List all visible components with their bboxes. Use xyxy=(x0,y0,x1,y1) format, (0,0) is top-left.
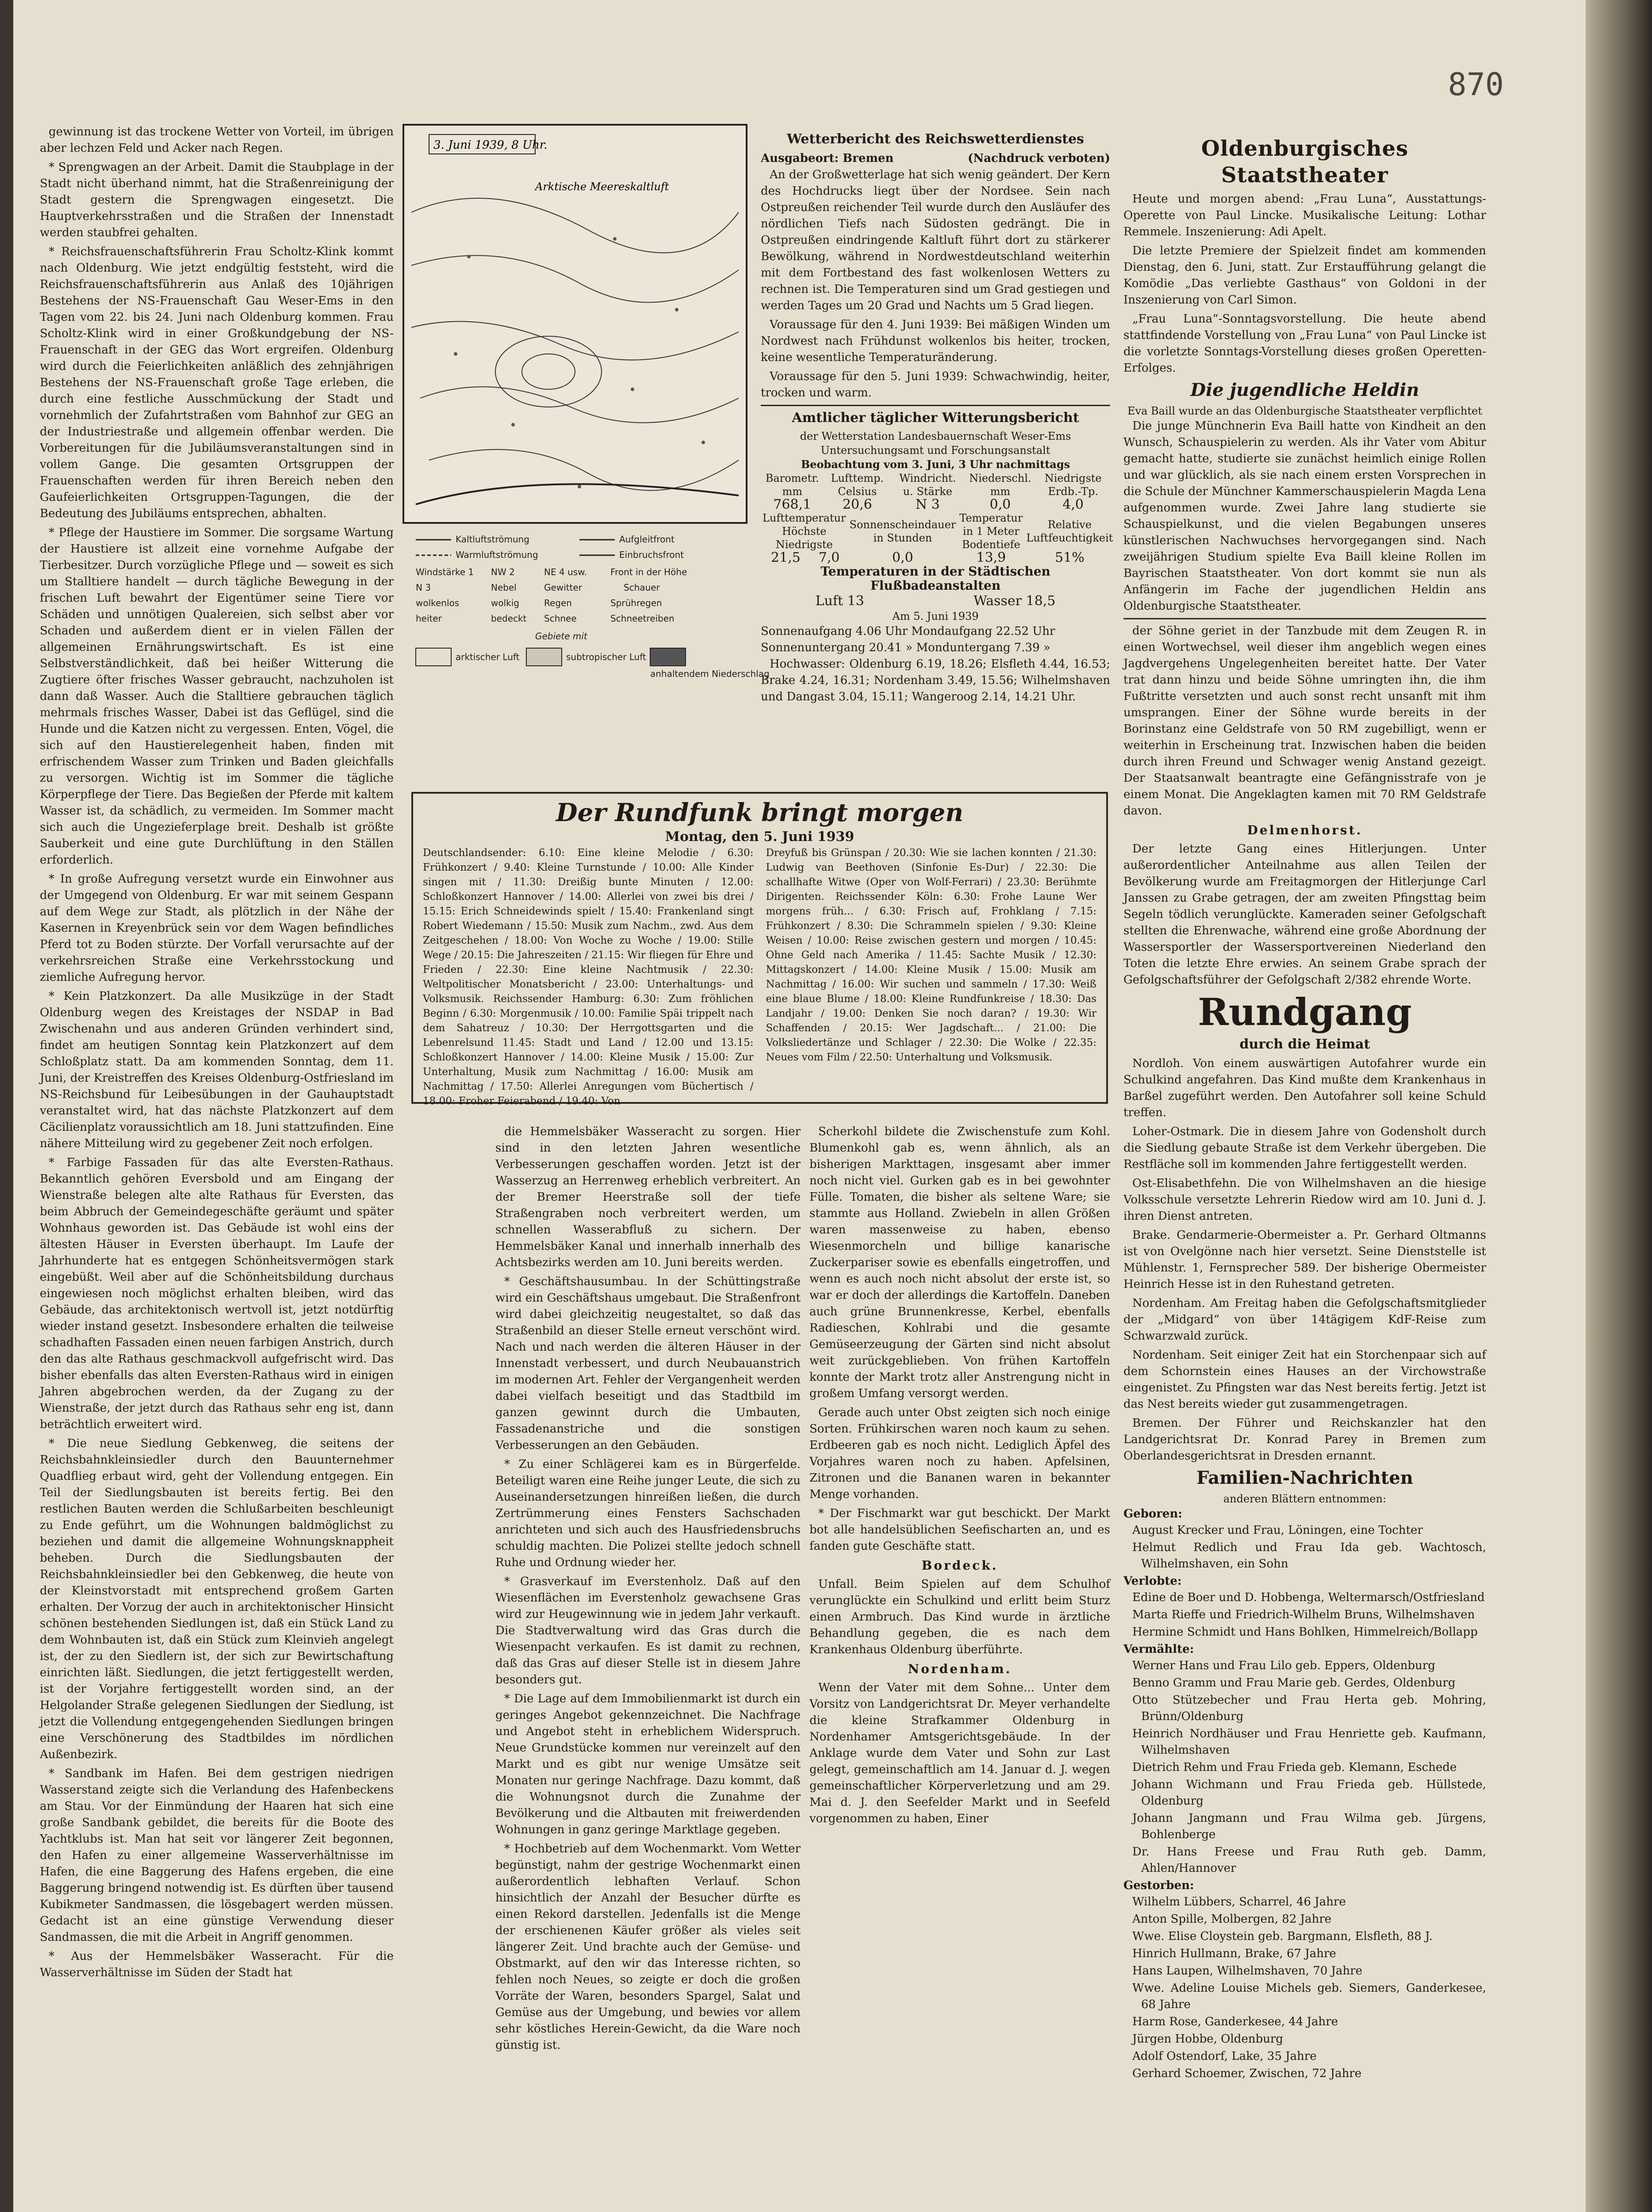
col3-para: Wenn der Vater mit dem Sohne... Unter dem Vorsitz von Landgerichtsrat Dr. Meyer verhandelte die kleine Strafkammer Oldenburg in Nordenhamer Amtsgerichtsgebäude. In der Anklage wurde dem Vater und Sohn zur Last gelegt, gemeinschaftlich am 14. Januar d. J. wegen gemeinschaftlicher Körperverletzung und am 29. Mai d. J. den Seefelder Markt und in Seefeld vorgenommen zu haben, Einer xyxy=(809,1681,1110,1825)
rundgang-item: Loher-Ostmark. Die in diesem Jahre von Godensholt durch die Siedlung gebaute Straße ist dem Verkehr übergeben. Die Restfläche soll im kommenden Jahre fertiggestellt werden. xyxy=(1123,1125,1486,1171)
family-entry: Harm Rose, Ganderkesee, 44 Jahre xyxy=(1132,2015,1338,2028)
map-legend xyxy=(416,534,770,679)
sun-times: Sonnenaufgang 4.06 Uhr Mondaufgang 22.52 Uhr xyxy=(761,625,1055,638)
radio-col-left xyxy=(423,846,754,1109)
delmenhorst-text: Der letzte Gang eines Hitlerjungen. Unter außerordentlicher Anteilnahme aus allen Teilen der Bevölkerung wurde am Freitagmorgen der Hitlerjunge Carl Janssen zu Grabe getragen, der am zweiten Pfingsttag beim Segeln tödlich verunglückte. Kameraden seiner Gefolgschaft stellten die Ehrenwache, während eine große Abordnung der Wassersportler der Wassersportvereinen Niederland den Toten die letzte Ehre erwies. An seinem Grabe sprach der Gefolgschaftsführer der Gefolgschaft 2/382 ehrende Worte. xyxy=(1123,842,1486,987)
legend-label: Aufgleitfront xyxy=(619,534,675,545)
map-arctic-label: Arktische Meereskaltluft xyxy=(535,180,669,193)
family-entry: August Krecker und Frau, Löningen, eine Tochter xyxy=(1132,1524,1423,1537)
family-section-label: Gestorben: xyxy=(1123,1879,1194,1892)
family-entry: Anton Spille, Molbergen, 82 Jahre xyxy=(1132,1912,1332,1926)
newspaper-page xyxy=(13,0,1599,2212)
table-header: Barometr. mm xyxy=(765,472,819,498)
family-section-label: Vermählte: xyxy=(1123,1643,1194,1656)
legend-label: Nebel xyxy=(491,582,517,593)
table-header: Lufttemp. Celsius xyxy=(831,472,884,498)
family-entry: Marta Rieffe und Friedrich-Wilhelm Bruns, Wilhelmshaven xyxy=(1132,1608,1475,1621)
column-4 xyxy=(1123,133,1486,2212)
column-3 xyxy=(809,1124,1110,2212)
river-air: Luft 13 xyxy=(815,593,864,609)
theater-para: Die letzte Premiere der Spielzeit findet am kommenden Dienstag, den 6. Juni, statt. Zur Erstaufführung gelangt die Komödie „Das verliebte Gasthaus“ von Goldoni in der Inszenierung von Carl Simon. xyxy=(1123,244,1486,307)
weather-report-title: Wetterbericht des Reichswetterdienstes xyxy=(787,131,1084,147)
rundgang-subtitle: durch die Heimat xyxy=(1239,1037,1370,1052)
col1-para: * Aus der Hemmelsbäker Wasseracht. Für die Wasserverhältnisse im Süden der Stadt hat xyxy=(40,1950,394,1979)
family-entry: Edine de Boer und D. Hobbenga, Weltermarsch/Ostfriesland xyxy=(1132,1591,1485,1604)
column-2 xyxy=(495,1124,801,2212)
page-number: 870 xyxy=(1448,66,1504,103)
legend-label: N 3 xyxy=(416,582,431,593)
family-entry: Wwe. Elise Cloystein geb. Bargmann, Elsfleth, 88 J. xyxy=(1132,1930,1433,1943)
rundgang-item: Ost-Elisabethfehn. Die von Wilhelmshaven an die hiesige Volksschule versetzte Lehrerin Riedow wird am 10. Juni d. J. ihren Dienst antreten. xyxy=(1123,1177,1486,1223)
radio-text: Reichssender Hamburg: 6.30: Zum fröhlichen Beginn / 6.30: Morgenmusik / 10.00: Familie Späi trippelt nach dem Sahatreuz / 10.30: Der Herrgottsgarten und die Lebenrelsund 11.45: Stadt und Land / 12.00 und 13.15: Schloßkonzert Hannover / 14.00: Kleine Musik / 15.00: Zur Unterhaltung, Musik zum Nachmittag / 16.00: Musik am Nachmittag / 17.50: Allerlei Anregungen vom Büchertisch / 18.00: Froher Feierabend / 19.40: Von xyxy=(423,993,754,1107)
legend-label: Regen xyxy=(544,598,572,608)
weather-forecast: Voraussage für den 5. Juni 1939: Schwachwindig, heiter, trocken und warm. xyxy=(761,370,1110,399)
weather-issuer: Ausgabeort: Bremen xyxy=(761,152,894,165)
heroine-body: Die junge Münchnerin Eva Baill hatte von Kindheit an den Wunsch, Schauspielerin zu werden. Als ihr Vater vom Abitur gemacht hatte, studierte sie zunächst heimlich einige Rollen und war glücklich, als sie nach einem ersten Vorsprechen in die Schule der Münchner Kammerschauspielerin Magda Lena aufgenommen wurde. Zwei Jahre lang studierte sie Schauspielkunst, und die vielen Begabungen unseres künstlerischen Nachwuchses hervorgegangen sind. Nach zweijährigen Studium spielte Eva Baill kleine Rollen im Bayrischen Staatstheater. Von dort kommt sie nun als Anfängerin im Fache der jugendlichen Heldin ans Oldenburgische Staatstheater. xyxy=(1123,419,1486,613)
weather-map xyxy=(402,124,770,787)
col1-para: * Reichsfrauenschaftsführerin Frau Scholtz-Klink kommt nach Oldenburg. Wie jetzt endgültig feststeht, wird die Reichsfrauenschaftsführerin aus Anlaß des 10jährigen Bestehens der NS-Frauenschaft Gau Weser-Ems in den Tagen vom 22. bis 24. Juni nach Oldenburg kommen. Frau Scholtz-Klink wird in einer Großkundgebung der NS-Frauenschaft in der GEG das Wort ergreifen. Oldenburg wird durch die Feierlichkeiten anläßlich des zehnjährigen Bestehens der NS-Frauenschaft große Tage erleben, die durch eine festliche Ausschmückung der Stadt und vornehmlich der Zufahrtstraßen vom Bahnhof zur GEG an der Industriestraße und allgemein offenbar werden. Die Vorbereitungen für die Jubiläumsveranstaltungen sind in vollem Gange. Die gesamten Ortsgruppen der Frauenschaften werden für ihren Bereich neben den Gaufeierlichkeiten Ortsgruppen-Tagungen, die der Bedeutung des Jubiläums entsprechen, abhalten. xyxy=(40,245,394,520)
table-cell: 4,0 xyxy=(1062,497,1084,512)
col3-para: Scherkohl bildete die Zwischenstufe zum Kohl. Blumenkohl gab es, wenn ähnlich, als an bisherigen Markttagen, insgesamt aber immer noch nicht viel. Gurken gab es in bei gewohnter Fülle. Tomaten, die bisher als seltene Ware; sie stammte aus Holland. Zwiebeln in allen Größen waren massenweise zu haben, ebenso Wiesenmorcheln und billige kanarische Zuckerpariser sowie es ebenfalls eingetroffen, und wenn es auch noch nicht absolut der erste ist, so war er doch der allerdings die Kartoffeln. Daneben auch grüne Brunnenkresse, Kerbel, ebenfalls Radieschen, Kohlrabi und die gesamte Gemüseerzeugung der Gärten sind nicht absolut weit zurückgeblieben. Von frühen Kartoffeln konnte der Markt trotz aller Anstrengung nicht in großem Umfang versorgt werden. xyxy=(809,1125,1110,1400)
legend-label: Sprühregen xyxy=(610,598,662,608)
col1-para: * Kein Platzkonzert. Da alle Musikzüge in der Stadt Oldenburg wegen des Kreistages der NSDAP in Bad Zwischenahn und aus anderen Gründen verhindert sind, findet am heutigen Sonntag kein Platzkonzert auf dem Schloßplatz statt. Da am kommenden Sonntag, dem 11. Juni, der Kreistreffen des Kreises Oldenburg-Ostfriesland im NS-Reichsbund für Leibesübungen in der Gauhauptstadt veranstaltet wird, hat das nächste Platzkonzert auf dem Cäcilienplatz voraussichtlich am 18. Juni stattzufinden. Eine nähere Mitteilung wird zu gegebener Zeit noch erfolgen. xyxy=(40,990,394,1150)
legend-label: NW 2 xyxy=(491,567,515,577)
family-entry: Gerhard Schoemer, Zwischen, 72 Jahre xyxy=(1132,2067,1362,2080)
radio-program xyxy=(411,792,1108,1107)
legend-label: wolkig xyxy=(491,598,519,608)
family-entry: Werner Hans und Frau Lilo geb. Eppers, Oldenburg xyxy=(1132,1659,1435,1672)
table-cell: 0,0 xyxy=(989,497,1011,512)
river-title: Temperaturen in der Städtischen Flußbadeanstalten xyxy=(820,564,1050,593)
place-heading: Nordenham. xyxy=(908,1662,1012,1676)
radio-title: Der Rundfunk bringt morgen xyxy=(556,798,963,827)
col2-para: * Geschäftshausumbau. In der Schüttingstraße wird ein Geschäftshaus umgebaut. Die Straßenfront wird dabei gleichzeitig neugestaltet, so daß das Straßenbild an dieser Stelle erneut verschönt wird. Nach und nach werden die älteren Häuser in der Innenstadt verbessert, und durch Neubauanstrich im modernen Art. Fehler der Vergangenheit werden dabei vielfach beseitigt und das Stadtbild im ganzen gewinnt durch die Umbauten, Fassadenanstriche und die sonstigen Verbesserungen an den Gebäuden. xyxy=(495,1275,801,1452)
legend-label: Kaltluftströmung xyxy=(456,534,529,545)
rundgang-item: Brake. Gendarmerie-Obermeister a. Pr. Gerhard Oltmanns ist von Ovelgönne nach hier versetzt. Seine Dienststelle ist Mühlenstr. 1, Fernsprecher 589. Der bisherige Obermeister Heinrich Hesse ist in den Ruhestand getreten. xyxy=(1123,1229,1486,1291)
theater-para: „Frau Luna“-Sonntagsvorstellung. Die heute abend stattfindende Vorstellung von „Frau Luna“ von Paul Lincke ist die vorletzte Sonntags-Vorstellung dieses großen Operetten-Erfolges. xyxy=(1123,312,1486,375)
family-entry: Hermine Schmidt und Hans Bohlken, Himmelreich/Bollapp xyxy=(1132,1625,1478,1639)
divider xyxy=(1123,618,1486,619)
legend-label: NE 4 usw. xyxy=(544,567,587,577)
legend-label: heiter xyxy=(416,613,442,624)
radio-date: Montag, den 5. Juni 1939 xyxy=(665,829,855,845)
table-header: Sonnenscheindauer in Stunden xyxy=(849,518,956,544)
family-entry: Hinrich Hullmann, Brake, 67 Jahre xyxy=(1132,1947,1336,1960)
observation: Beobachtung vom 3. Juni, 3 Uhr nachmittags xyxy=(801,458,1070,471)
weather-note: (Nachdruck verboten) xyxy=(968,152,1110,165)
col1-para: * Farbige Fassaden für das alte Eversten-Rathaus. Bekanntlich gehören Eversbold und am Eingang der Wienstraße belegen alte alte Rathaus für Eversten, das beim Abbruch der Gemeindegeschäfte geräumt und später Wohnhaus geworden ist. Das Gebäude ist wohl eins der ältesten Häuser in Eversten überhaupt. Im Laufe der Jahrhunderte hat es entgegen Schönheitsvermögen stark eingebüßt. Weil aber auf die Schönheitsbildung durchaus eingewiesen noch möglichst erhalten bleiben, wird das Gebäude, das architektonisch wertvoll ist, jetzt notdürftig wieder instand gesetzt. Insbesondere erhalten die teilweise schadhaften Fassaden einen neuen farbigen Anstrich, durch den das alte Rathaus geschmackvoll aufgefrischt wird. Das bisher ebenfalls das alten Eversten-Rathaus wird in einigen Jahren abgebrochen werden, da der Zugang zu der Wienstraße, der jetzt durch das Rathaus sehr eng ist, dann beträchtlich erweitert wird. xyxy=(40,1156,394,1431)
sun-times: Sonnenuntergang 20.41 » Monduntergang 7.39 » xyxy=(761,641,1050,654)
legend-label: Schneetreiben xyxy=(610,613,675,624)
table-header: Temperatur in 1 Meter Bodentiefe xyxy=(959,512,1023,551)
tides: Hochwasser: Oldenburg 6.19, 18.26; Elsfleth 4.44, 16.53; Brake 4.24, 16.31; Nordenham 3.49, 15.56; Wilhelmshaven und Dangast 3.04, 15.11; Wangeroog 2.14, 14.21 Uhr. xyxy=(761,657,1110,703)
table-header: Relative Luftfeuchtigkeit xyxy=(1026,518,1113,544)
map-date-label: 3. Juni 1939, 8 Uhr. xyxy=(433,138,548,152)
legend-label: Schauer xyxy=(624,582,660,593)
legend-area: subtropischer Luft xyxy=(566,652,646,662)
story-continued: der Söhne geriet in der Tanzbude mit dem Zeugen R. in einen Wortwechsel, weil dieser ihm angeblich wegen eines Jagdvergehens Ungelegenheiten bereitet hatte. Der Vater trat dann hinzu und beide Söhne umringten ihn, die ihm Fußtritte versetzten und auch sonst recht unsanft mit ihm umsprangen. Einer der Söhne wurde bereits in der Borinstanz eine Geldstrafe von 50 RM zugebilligt, wenn er weiterhin in Erscheinung trat. Inzwischen haben die beiden durch ihren Freund und Schwager wenig Anstand gezeigt. Der Staatsanwalt beantragte eine Gefängnisstrafe von je einem Monat. Die Angeklagten kamen mit 70 RM Geldstrafe davon. xyxy=(1123,624,1486,818)
col3-para: Unfall. Beim Spielen auf dem Schulhof verunglückte ein Schulkind und erlitt beim Sturz einen Armbruch. Das Kind wurde in ärztliche Behandlung gegeben, die es nach dem Krankenhaus Oldenburg überführte. xyxy=(809,1578,1110,1656)
col2-para: * Hochbetrieb auf dem Wochenmarkt. Vom Wetter begünstigt, nahm der gestrige Wochenmarkt einen außerordentlich lebhaften Verlauf. Schon hinsichtlich der Anzahl der Besucher dürfte es einen Rekord darstellen. Jedenfalls ist die Menge der erschienenen Käufer größer als vieles seit längerer Zeit. Und brachte auch der Gemüse- und Obstmarkt, auf den wir das Interesse richten, so fehlen noch Neues, so zeigte er doch die großen Vorräte der Waren, besonders Spargel, Salat und Gemüse aus der Umgebung, und bewies vor allem sehr köstliches Herein-Gewicht, da die Ware noch günstig ist. xyxy=(495,1842,801,2052)
place-heading: Delmenhorst. xyxy=(1247,823,1363,837)
family-entry: Johann Wichmann und Frau Frieda geb. Hüllstede, Oldenburg xyxy=(1132,1778,1486,1808)
legend-label: Einbruchsfront xyxy=(619,549,684,560)
col2-para: * Die Lage auf dem Immobilienmarkt ist durch ein geringes Angebot gekennzeichnet. Die Nachfrage und Angebot steht in erheblichem Widerspruch. Neue Grundstücke kommen nur vereinzelt auf den Markt und es gibt nur wenige Umsätze seit Monaten nur geringe Nachfrage. Dazu kommt, daß die Wohnungsnot durch die Zunahme der Bevölkerung und die Altbauten mit freiwerdenden Wohnungen in ganz geringe Marktlage gegeben. xyxy=(495,1692,801,1836)
table-header: Niedrigste Erdb.-Tp. xyxy=(1044,472,1102,498)
rundgang-item: Nordenham. Am Freitag haben die Gefolgschaftsmitglieder der „Midgard“ von über 14tägigem KdF-Reise zum Schwarzwald zurück. xyxy=(1123,1297,1486,1343)
weather-table-2 xyxy=(761,511,1115,565)
official-report-subtitle: der Wetterstation Landesbauernschaft Weser-Ems Untersuchungsamt und Forschungsanstalt xyxy=(800,430,1071,457)
col2-para: * Zu einer Schlägerei kam es in Bürgerfelde. Beteiligt waren eine Reihe junger Leute, die sich zu Auseinandersetzungen hinreißen ließen, die durch Zertrümmerung eines Fensters Sachschaden anrichteten und sich auch des Hausfriedensbruchs schuldig machten. Die Polizei stellte jedoch schnell Ruhe und Ordnung wieder her. xyxy=(495,1458,801,1569)
rundgang-item: Nordenham. Seit einiger Zeit hat ein Storchenpaar sich auf dem Schornstein eines Hauses an der Virchowstraße eingenistet. Zu Pfingsten war das Nest bereits fertig. Jetzt ist das Nest bereits wieder gut zusammengetragen. xyxy=(1123,1348,1486,1411)
table-header: Niederschl. mm xyxy=(969,472,1031,498)
legend-label: wolkenlos xyxy=(416,598,460,608)
col1-para: * Sprengwagen an der Arbeit. Damit die Staubplage in der Stadt nicht überhand nimmt, hat die Straßenreinigung der Stadt gestern die Sprengwagen eingesetzt. Die Hauptverkehrsstraßen und die Straßen der Innenstadt werden staubfrei gehalten. xyxy=(40,161,394,239)
col1-para: * Pflege der Haustiere im Sommer. Die sorgsame Wartung der Haustiere ist allzeit eine vornehme Aufgabe der Tierbesitzer. Durch vorzügliche Pflege und — soweit es sich um Stalltiere handelt — durch tägliche Bewegung in der frischen Luft bewahrt der Eigentümer seine Tiere vor Schäden und unnötigen Qualereien, sich selbst aber vor Schaden und außerdem dient er in vielen Fällen der allgemeinen Ernährungswirtschaft. Es ist eine Selbstverständlichkeit, daß bei heißer Witterung die Zugtiere öfter frisches Wasser gebraucht, nachzuholen ist dann daß Wasser. Auch die Stalltiere gebrauchen täglich mehrmals frisches Wasser, Dabei ist das Geflügel, sind die Hunde und die Katzen nicht zu vergessen. Enten, Vögel, die sich auf den Haustierelegenheit haben, finden mit erfrischendem Wasser zum Trinken und Baden gleichfalls zu versorgen. Wichtig ist im Sommer die tägliche Körperpflege der Tiere. Das Begießen der Pferde mit kaltem Wasser ist, da schädlich, zu vermeiden. Im Sommer macht sich auch die Ungezieferplage breit. Deshalb ist größte Sauberkeit und eine gute Durchlüftung in den Ställen erforderlich. xyxy=(40,526,394,867)
weather-body: An der Großwetterlage hat sich wenig geändert. Der Kern des Hochdrucks liegt über der Nordsee. Sein nach Ostpreußen reichender Teil wurde durch den Ausläufer des nördlichen Tiefs nach Südosten gedrängt. Die in Ostpreußen eindringende Kaltluft führt dort zu stärkerer Bewölkung, während in Nordwestdeutschland weiterhin mit dem Fortbestand des fast wolkenlosen Wetters zu rechnen ist. Die Temperaturen sind um Grad gestiegen und werden Tages um 20 Grad und Nachts um 5 Grad liegen. xyxy=(761,168,1110,312)
rundgang-title: Rundgang xyxy=(1198,990,1412,1034)
col1-para: * In große Aufregung versetzt wurde ein Einwohner aus der Umgegend von Oldenburg. Er war mit seinem Gespann auf dem Wege zur Stadt, als plötzlich in der Nähe der Kasernen in Kreyenbrück sein vor dem Wagen befindliches Pferd tot zu Boden stürzte. Der Vorfall verursachte auf der verkehrsreichen Straße eine Verkehrsstockung und ziemliche Aufregung hervor. xyxy=(40,872,394,984)
heroine-subtitle: Eva Baill wurde an das Oldenburgische Staatstheater verpflichtet xyxy=(1127,405,1482,417)
col1-para: * Sandbank im Hafen. Bei dem gestrigen niedrigen Wasserstand zeigte sich die Verlandung des Hafenbeckens am Stau. Vor der Einmündung der Haaren hat sich eine große Sandbank gebildet, die bereits für die Boote des Yachtklubs ist. Man hat seit vor längerer Zeit begonnen, den Hafen zu einer allgemeine Wasserverhältnisse im Hafen, die eine Baggerung des Hafens ergeben, die eine Baggerung bringend notwendig ist. Es dürften über tausend Kubikmeter Sandmassen, die lösgebagert werden müssen. Gedacht ist an eine günstige Verwendung dieser Sandmassen, die mit die Arbeit in Angriff genommen. xyxy=(40,1767,394,1944)
family-section-label: Verlobte: xyxy=(1123,1575,1182,1588)
legend-label: Windstärke 1 xyxy=(416,567,474,577)
family-entry: Johann Jangmann und Frau Wilma geb. Jürgens, Bohlenberge xyxy=(1132,1812,1486,1841)
table-cell: 20,6 xyxy=(842,497,872,512)
col2-para: die Hemmelsbäker Wasseracht zu sorgen. Hier sind in den letzten Jahren wesentliche Verbesserungen geschaffen worden. Jetzt ist der Wasserzug an Herrenweg erheblich verbreitert. An der Bremer Heerstraße soll der tiefe Straßengraben noch verbreitert werden, um schnellen Wasserabfluß zu sichern. Der Hemmelsbäker Kanal und innerhalb innerhalb des Achtsbezirks werden am 10. Juni bereits werden. xyxy=(495,1125,801,1269)
radio-text: Deutschlandsender: 6.10: Eine kleine Melodie / 6.30: Frühkonzert / 9.40: Kleine Turnstunde / 10.00: Alle Kinder singen mit / 11.30: Dreißig bunte Minuten / 12.00: Schloßkonzert Hannover / 14.00: Allerlei von zwei bis drei / 15.15: Erich Schneidewinds spielt / 15.40: Frankenland singt Robert Wiedemann / 15.50: Musik zum Nachm., zwd. Aus dem Zeitgeschehen / 18.00: Von Woche zu Woche / 19.00: Stille Wege / 20.15: Die Jahreszeiten / 21.15: Wir fliegen für Ehre und Frieden / 22.30: Eine kleine Nachtmusik / 22.30: Weltpolitischer Monatsbericht / 23.00: Unterhaltungs- und Volksmusik. xyxy=(423,847,754,1005)
legend-label: Front in der Höhe xyxy=(610,567,687,577)
col2-para: * Grasverkauf im Everstenholz. Daß auf den Wiesenflächen im Everstenholz gewachsene Gras wird zur Heugewinnung wie in jedem Jahr verkauft. Die Stadtverwaltung wird das Gras durch die Wiesenpacht verkaufen. Es ist damit zu rechnen, daß das Gras auf dieser Stelle ist in diesem Jahre besonders gut. xyxy=(495,1575,801,1686)
family-entry: Dietrich Rehm und Frau Frieda geb. Klemann, Eschede xyxy=(1132,1761,1457,1774)
radio-col-right xyxy=(766,846,1097,1109)
rundgang-item: Bremen. Der Führer und Reichskanzler hat den Landgerichtsrat Dr. Konrad Parey in Bremen zum Oberlandesgerichtsrat in Dresden ernannt. xyxy=(1123,1417,1486,1463)
weather-table-1 xyxy=(761,472,1110,511)
table-cell: 0,0 xyxy=(892,550,913,565)
table-cell: 21,5 xyxy=(770,550,801,565)
family-section-label: Geboren: xyxy=(1123,1507,1183,1521)
table-cell: 51% xyxy=(1055,550,1085,565)
legend-label: Gewitter xyxy=(544,582,582,593)
family-entry: Hans Laupen, Wilhelmshaven, 70 Jahre xyxy=(1132,1964,1363,1978)
family-entry: Wwe. Adeline Louise Michels geb. Siemers, Ganderkesee, 68 Jahre xyxy=(1132,1982,1486,2011)
col1-para: gewinnung ist das trockene Wetter von Vorteil, im übrigen aber lechzen Feld und Acker nach Regen. xyxy=(40,125,394,155)
weather-forecast: Voraussage für den 4. Juni 1939: Bei mäßigen Winden um Nordwest nach Frühdunst wolkenlos bis heiter, trocken, keine wesentliche Temperaturänderung. xyxy=(761,318,1110,364)
theater-para: Heute und morgen abend: „Frau Luna“, Ausstattungs-Operette von Paul Lincke. Musikalische Leitung: Lothar Remmele. Inszenierung: Adi Apelt. xyxy=(1123,192,1486,238)
table-header: Lufttemperatur Höchste Niedrigste xyxy=(763,512,846,551)
family-entry: Otto Stützebecher und Frau Herta geb. Mohring, Brünn/Oldenburg xyxy=(1132,1694,1486,1723)
table-cell: 7,0 xyxy=(818,550,840,565)
theater-title: Oldenburgisches Staatstheater xyxy=(1201,136,1409,188)
col3-para: * Der Fischmarkt war gut beschickt. Der Markt bot alle handelsüblichen Seefischarten an, und es fanden gute Geschäfte statt. xyxy=(809,1507,1110,1553)
radio-text: Dreyfuß bis Grünspan / 20.30: Wie sie lachen konnten / 21.30: Ludwig van Beethoven (Sinfonie Es-Dur) / 22.30: Die schallhafte Witwe (Oper von Wolf-Ferrari) / 23.30: Berühmte Dirigenten. xyxy=(766,847,1096,902)
legend-footer: Gebiete mit xyxy=(535,631,587,641)
table-cell: 768,1 xyxy=(773,497,812,512)
column-1 xyxy=(40,124,394,2212)
family-entry: Heinrich Nordhäuser und Frau Henriette geb. Kaufmann, Wilhelmshaven xyxy=(1132,1727,1486,1757)
family-subtitle: anderen Blättern entnommen: xyxy=(1223,1493,1387,1505)
heroine-title: Die jugendliche Heldin xyxy=(1190,380,1419,400)
col3-para: Gerade auch unter Obst zeigten sich noch einige Sorten. Frühkirschen waren noch kaum zu sehen. Erdbeeren gab es noch nicht. Lediglich Äpfel des Vorjahres waren noch zu haben. Apfelsinen, Zitronen und die Bananen waren in bekannter Menge vorhanden. xyxy=(809,1406,1110,1501)
date-line: Am 5. Juni 1939 xyxy=(892,610,979,622)
family-entry: Wilhelm Lübbers, Scharrel, 46 Jahre xyxy=(1132,1895,1346,1909)
family-entry: Jürgen Hobbe, Oldenburg xyxy=(1132,2032,1284,2046)
book-binding-edge xyxy=(1586,0,1652,2212)
legend-area: arktischer Luft xyxy=(456,652,520,662)
legend-label: Schnee xyxy=(544,613,577,624)
river-water: Wasser 18,5 xyxy=(974,593,1056,609)
col1-para: * Die neue Siedlung Gebkenweg, die seitens der Reichsbahnkleinsiedler durch den Bauunternehmer Quadflieg erbaut wird, geht der Vollendung entgegen. Ein Teil der Siedlungsbauten ist bereits fertig. Bei den restlichen Bauten werden die Schlußarbeiten beschleunigt zu Ende geführt, um die Wohnungen baldmöglichst zu beziehen und damit die allgemeine Wohnungsknappheit beheben. Durch die Siedlungsbauten der Reichsbahnkleinsiedler bei den Gebkenweg, die heute von der Kleinstvorstadt mit entsprechend großem Garten erhalten. Der Vorzug der auch in architektonischer Hinsicht schönen bestehenden Siedlungen ist, daß ein Stück Land zu dem Wohnbauten ist, daß ein Stück zum Kleinvieh angelegt ist, der zu den Siedlern ist, der sich zur Bewirtschaftung einrichten läßt. Siedlungen, die jetzt fertiggestellt werden, ist der Vorjahre fertiggestellt worden sind, an der Helgolander Straße gelegenen Siedlungen der Siedlung, ist jetzt die Vollendung entgegengehenden Siedlungen bringen eine Verschönerung des Stadtbildes im nördlichen Außenbezirk. xyxy=(40,1437,394,1761)
legend-label: Warmluftströmung xyxy=(456,549,538,560)
table-cell: N 3 xyxy=(915,497,940,512)
rundgang-item: Nordloh. Von einem auswärtigen Autofahrer wurde ein Schulkind angefahren. Das Kind mußte dem Krankenhaus in Barßel zugeführt werden. Den Autofahrer soll keine Schuld treffen. xyxy=(1123,1057,1486,1119)
legend-label: bedeckt xyxy=(491,613,527,624)
official-report-title: Amtlicher täglicher Witterungsbericht xyxy=(792,410,1079,426)
family-entry: Helmut Redlich und Frau Ida geb. Wachtosch, Wilhelmshaven, ein Sohn xyxy=(1132,1541,1486,1571)
legend-area: anhaltendem Niederschlag xyxy=(650,668,770,679)
family-entry: Dr. Hans Freese und Frau Ruth geb. Damm, Ahlen/Hannover xyxy=(1132,1845,1486,1875)
divider xyxy=(761,405,1110,406)
table-cell: 13,9 xyxy=(976,550,1006,565)
place-heading: Bordeck. xyxy=(921,1558,998,1573)
weather-report xyxy=(761,128,1113,792)
family-entry: Benno Gramm und Frau Marie geb. Gerdes, Oldenburg xyxy=(1132,1676,1456,1690)
family-entry: Adolf Ostendorf, Lake, 35 Jahre xyxy=(1132,2050,1317,2063)
table-header: Windricht. u. Stärke xyxy=(899,472,956,498)
radio-text: Reichssender Köln: 6.30: Frohe Laune Wer morgens früh... / 6.30: Frisch auf, Frohklang / 7.15: Frühkonzert / 8.30: Die Schrammeln spielen / 9.30: Kleine Weisen / 10.00: Reise zwischen gestern und morgen / 10.45: Ohne Geld nach Amerika / 11.45: Sachte Musik / 12.30: Mittagskonzert / 14.00: Kleine Musik / 15.00: Musik am Nachmittag / 16.00: Wir suchen und sammeln / 17.30: Weiß eine blaue Blume / 18.00: Kleine Rundfunkreise / 18.30: Das Landjahr / 19.00: Denken Sie noch daran? / 19.30: Wir Schaffenden / 20.15: Wer Jagdschaft... / 21.00: Die Volksliedertänze und Schlager / 22.30: Die Wolke / 22.35: Neues vom Film / 22.50: Unterhaltung und Volksmusik. xyxy=(766,891,1096,1063)
family-title: Familien-Nachrichten xyxy=(1196,1467,1413,1488)
